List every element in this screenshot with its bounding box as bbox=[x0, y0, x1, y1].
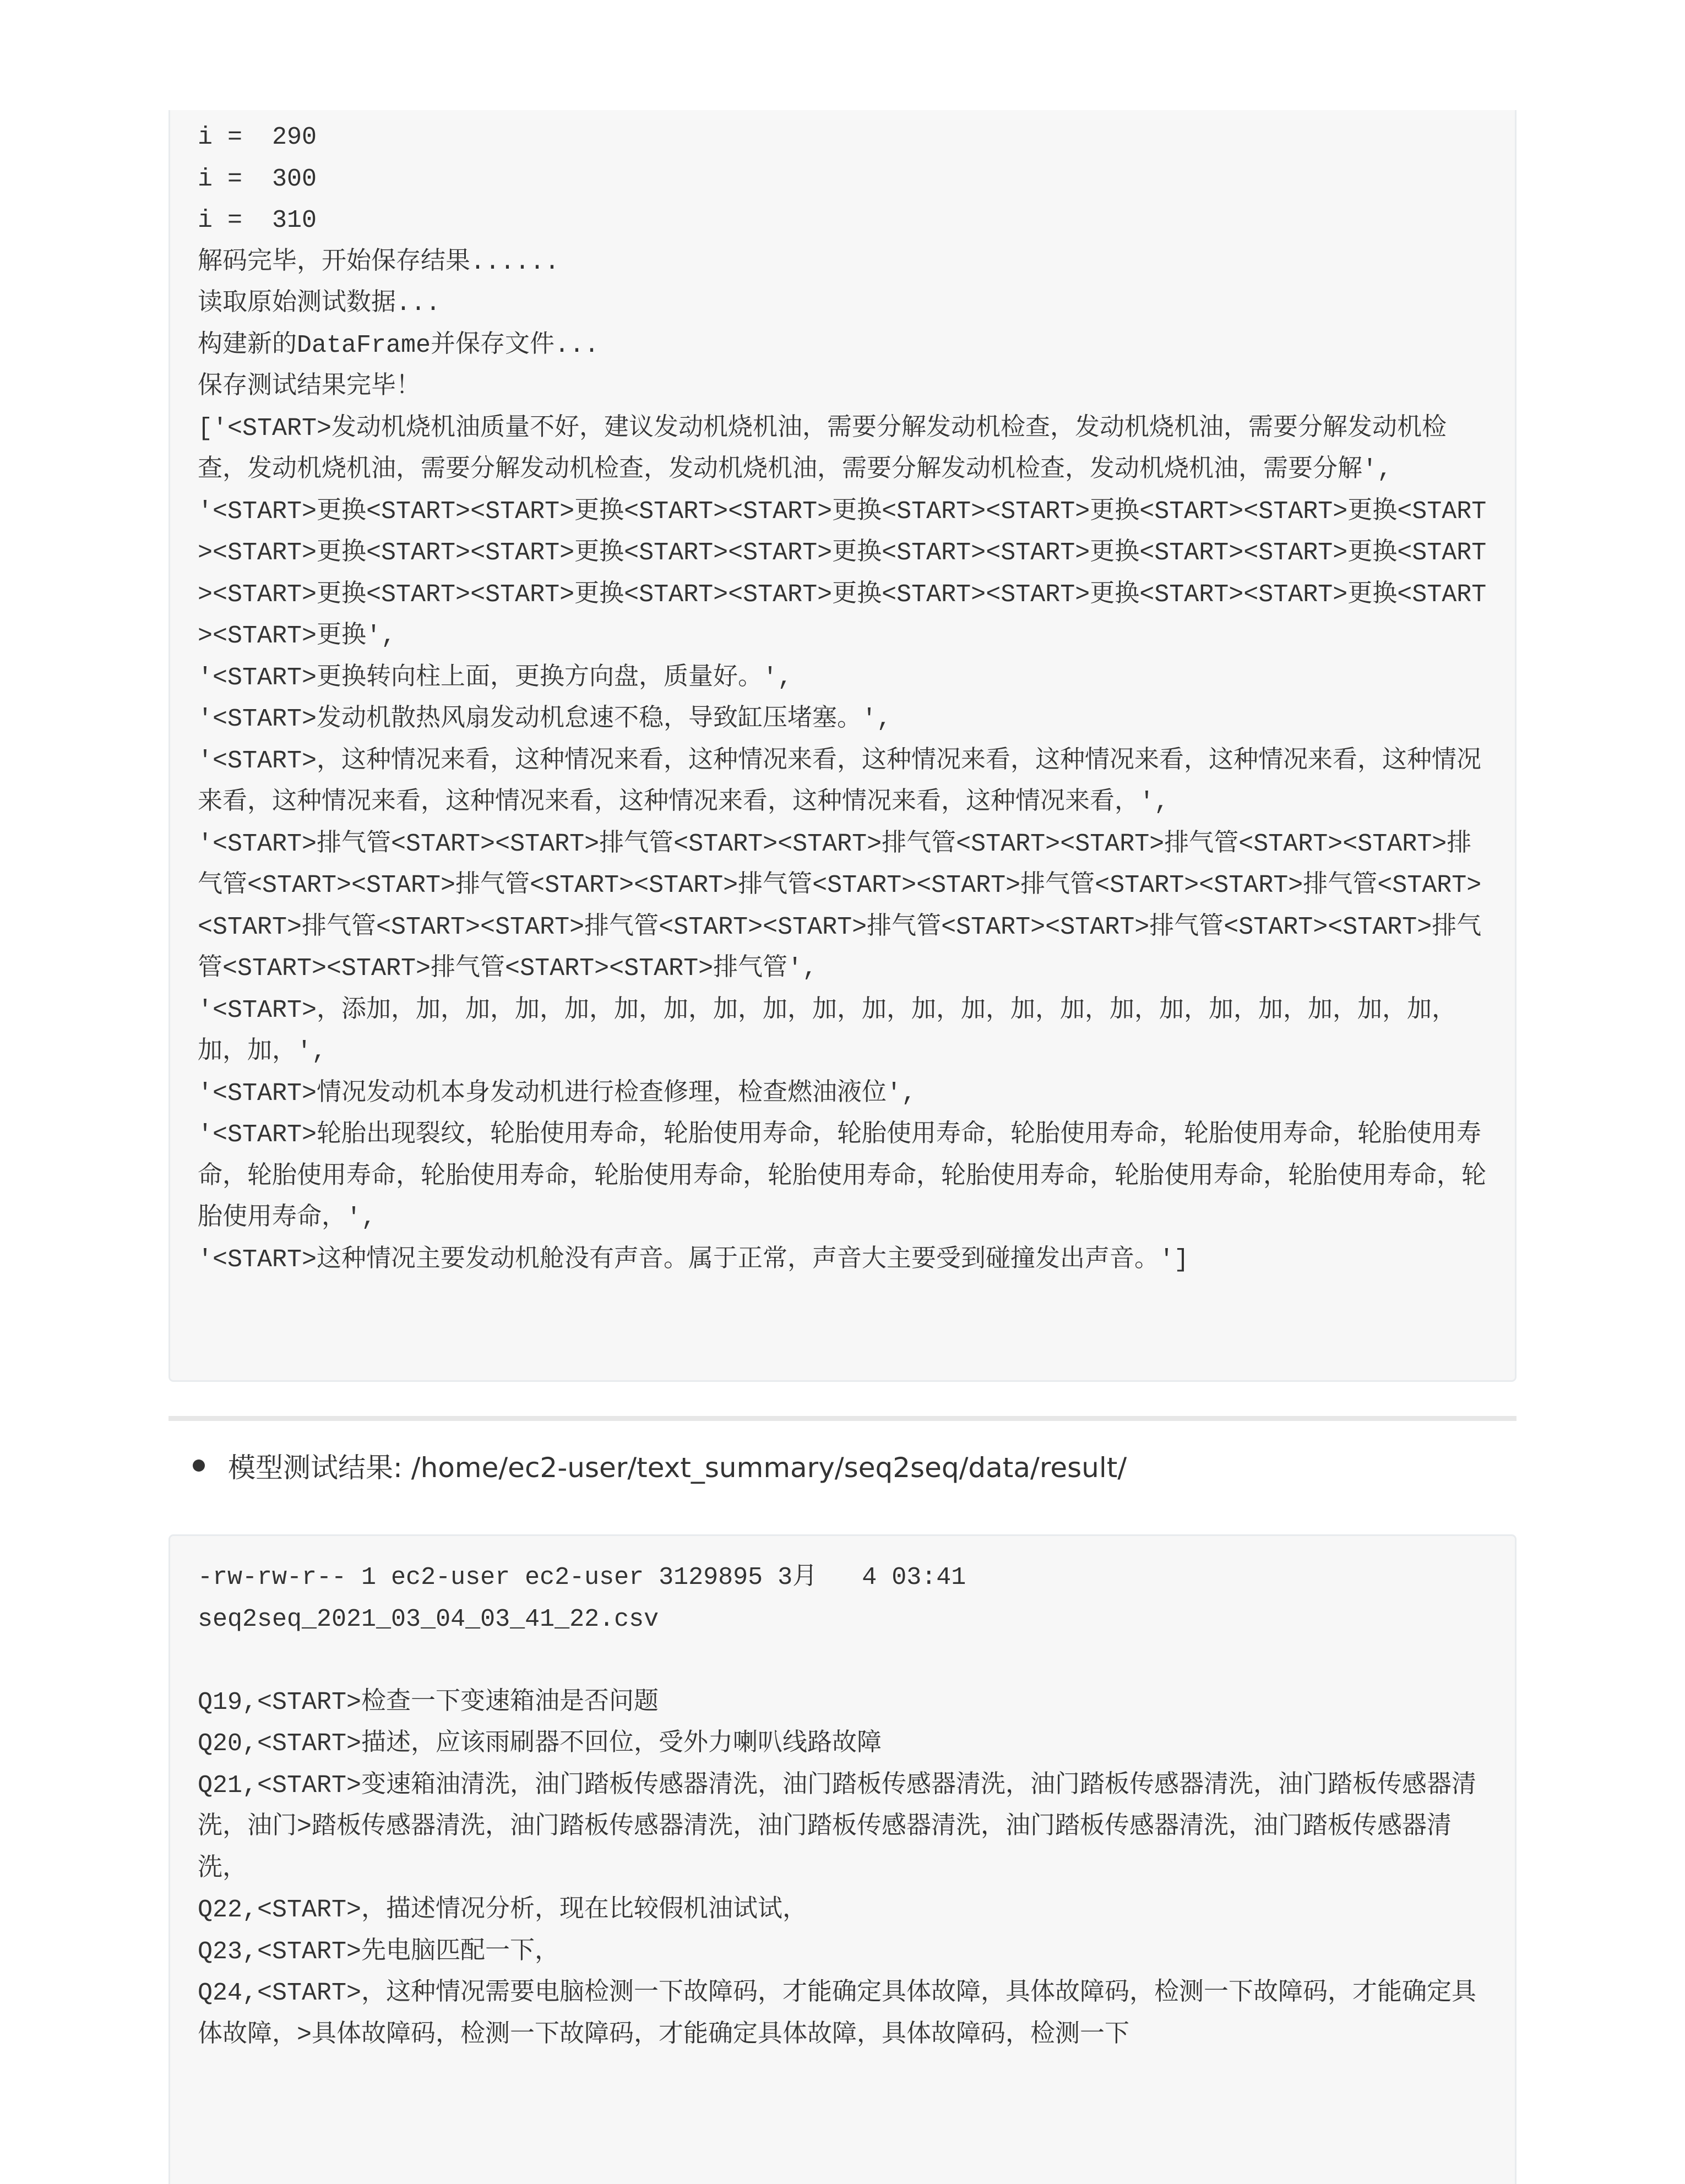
code-line: i = 290 bbox=[198, 123, 317, 151]
result-path-label: 模型测试结果: /home/ec2-user/text_summary/seq2seq/data/result/ bbox=[228, 1452, 1127, 1484]
code-line: '<START>轮胎出现裂纹，轮胎使用寿命，轮胎使用寿命，轮胎使用寿命，轮胎使用寿命，轮胎使用寿命，轮胎使用寿命，轮胎使用寿命，轮胎使用寿命，轮胎使用寿命，轮胎使用寿命，轮胎使用寿命，轮胎使用寿命，轮胎使用寿命，轮胎使用寿命，', bbox=[198, 1121, 1487, 1232]
code-line: Q22,<START>，描述情况分析，现在比较假机油试试， bbox=[198, 1896, 808, 1924]
code-line-blank bbox=[198, 1640, 1487, 1682]
code-line: '<START>发动机散热风扇发动机怠速不稳，导致缸压堵塞。', bbox=[198, 705, 892, 733]
horizontal-rule bbox=[168, 1416, 1517, 1421]
bullet-icon bbox=[193, 1459, 205, 1472]
code-line: '<START>排气管<START><START>排气管<START><START>排气管<START><START>排气管<START><START>排气管<START><START>排气管<START><START>排气管<START><START>排气管<START><START>排气管<START><START>排气管<START><START>排气管<START><START>排气管<START><START>排气管<START><START>排气管<START><START>排气管<START><START>排气管', bbox=[198, 830, 1482, 983]
code-line: '<START>这种情况主要发动机舱没有声音。属于正常，声音大主要受到碰撞发出声音。'] bbox=[198, 1245, 1189, 1274]
code-line: Q23,<START>先电脑匹配一下， bbox=[198, 1937, 560, 1966]
code-line: 解码完毕，开始保存结果...... bbox=[198, 248, 560, 276]
code-line: '<START>更换转向柱上面，更换方向盘，质量好。', bbox=[198, 663, 793, 692]
code-line: Q20,<START>描述，应该雨刷器不回位，受外力喇叭线路故障 bbox=[198, 1730, 882, 1758]
code-line: 读取原始测试数据... bbox=[198, 290, 441, 318]
code-line: -rw-rw-r-- 1 ec2-user ec2-user 3129895 3月 4 03:41 bbox=[198, 1564, 966, 1592]
code-line: Q19,<START>检查一下变速箱油是否问题 bbox=[198, 1688, 659, 1717]
code-line: '<START>情况发动机本身发动机进行检查修理，检查燃油液位', bbox=[198, 1079, 917, 1108]
code-line: i = 310 bbox=[198, 206, 317, 235]
code-output-block-console bbox=[168, 110, 1517, 1382]
code-line: '<START>更换<START><START>更换<START><START>更换<START><START>更换<START><START>更换<START><START>更换<START><START>更换<START><START>更换<START><START>更换<START><START>更换<START><START>更换<START><START>更换<START><START>更换<START><START>更换<START><START>更换<START><START>更换', bbox=[198, 497, 1487, 650]
code-line: ['<START>发动机烧机油质量不好，建议发动机烧机油，需要分解发动机检查，发动机烧机油，需要分解发动机检查，发动机烧机油，需要分解发动机检查，发动机烧机油，需要分解发动机检查，发动机烧机油，需要分解', bbox=[198, 414, 1447, 484]
code-line: '<START>，添加，加，加，加，加，加，加，加，加，加，加，加，加，加，加，加，加，加，加，加，加，加，加，加，', bbox=[198, 996, 1457, 1066]
code-line: 保存测试结果完毕！ bbox=[198, 373, 421, 401]
code-line: Q24,<START>，这种情况需要电脑检测一下故障码，才能确定具体故障，具体故障码，检测一下故障码，才能确定具体故障，>具体故障码，检测一下故障码，才能确定具体故障，具体故障码，检测一下 bbox=[198, 1979, 1477, 2049]
code-output-block-results bbox=[168, 1534, 1517, 2184]
code-line: i = 300 bbox=[198, 165, 317, 193]
code-line: Q21,<START>变速箱油清洗，油门踏板传感器清洗，油门踏板传感器清洗，油门踏板传感器清洗，油门踏板传感器清洗，油门>踏板传感器清洗，油门踏板传感器清洗，油门踏板传感器清洗，油门踏板传感器清洗，油门踏板传感器清洗， bbox=[198, 1771, 1477, 1883]
code-line: '<START>，这种情况来看，这种情况来看，这种情况来看，这种情况来看，这种情况来看，这种情况来看，这种情况来看，这种情况来看，这种情况来看，这种情况来看，这种情况来看，这种情况来看，', bbox=[198, 747, 1482, 816]
code-line: seq2seq_2021_03_04_03_41_22.csv bbox=[198, 1605, 659, 1633]
list-item-result-path bbox=[193, 1444, 1127, 1488]
code-line: 构建新的DataFrame并保存文件... bbox=[198, 331, 600, 360]
